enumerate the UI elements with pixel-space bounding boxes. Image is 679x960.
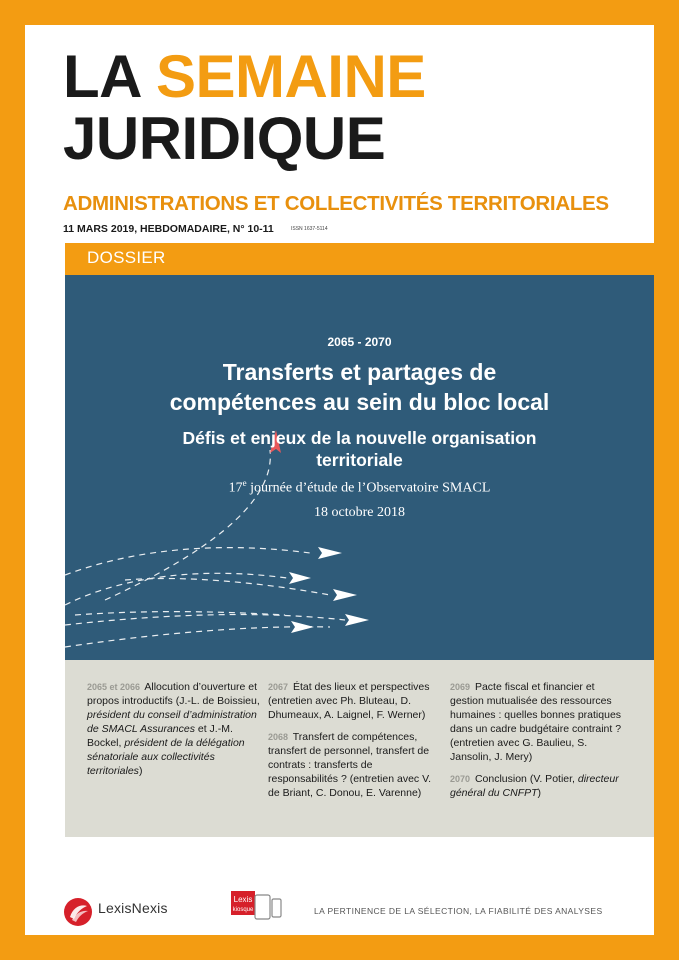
event-text: journée d’étude de l’Observatoire SMACL [246, 480, 491, 496]
section-bar [65, 243, 654, 278]
kiosque-top-text: Lexis [233, 895, 253, 904]
contents-entry[interactable] [450, 772, 630, 800]
flight-path-1 [65, 573, 287, 605]
headline-line-1: Transferts et partages de [222, 359, 497, 385]
event-date: 18 octobre 2018 [314, 505, 405, 520]
entry-number: 2065 et 2066 [87, 682, 141, 692]
entry-text: Transfert de compétences, transfert de personnel, transfert de contrats : transferts de responsabilités ? (entretien avec V. de Briant, C. Donou, E. Varenne) [268, 731, 432, 799]
event-ordinal-sup: e [242, 478, 247, 488]
paper-plane-icon [333, 589, 357, 601]
paper-plane-icon [345, 614, 369, 626]
flight-path-2 [65, 548, 310, 575]
section-label: DOSSIER [87, 248, 166, 267]
contents-panel [65, 660, 654, 837]
contents-column-2 [268, 680, 444, 808]
entry-role: président de la délégation sénatoriale aux collectivités territoriales [87, 737, 245, 777]
subhead-line-2: territoriale [316, 450, 403, 470]
footer [25, 837, 654, 935]
publication-subtitle: ADMINISTRATIONS ET COLLECTIVITÉS TERRITORIALES [63, 192, 609, 215]
issue-line: 11 MARS 2019, HEBDOMADAIRE, N° 10-11 [63, 223, 274, 235]
entry-number: 2067 [268, 682, 289, 692]
slogan: LA PERTINENCE DE LA SÉLECTION, LA FIABILITÉ DES ANALYSES [314, 906, 603, 916]
lexis-kiosque-icon [229, 891, 283, 925]
masthead-line-1 [63, 43, 426, 110]
contents-column-3 [450, 680, 630, 808]
paper-plane-icon [318, 547, 342, 559]
subhead-line-1: Défis et enjeux de la nouvelle organisation [182, 428, 537, 448]
lexisnexis-logo-icon [63, 897, 93, 927]
flight-path-4 [65, 627, 330, 647]
masthead-semaine: SEMAINE [155, 43, 426, 110]
contents-column-1 [87, 680, 262, 786]
event-ordinal: 17 [228, 480, 243, 496]
entry-number: 2070 [450, 774, 471, 784]
entry-text: ) [537, 787, 542, 799]
contents-entry[interactable] [268, 730, 444, 800]
contents-entry[interactable] [268, 680, 444, 722]
entry-text: et J.-M. Bockel, [87, 723, 233, 749]
entry-text: État des lieux et perspectives (entretien avec Ph. Bluteau, D. Dhumeaux, A. Laignel, F. Werner) [268, 681, 430, 721]
event-line [65, 478, 654, 497]
flight-path-up [105, 450, 270, 600]
entry-text: ) [138, 765, 143, 777]
masthead-juridique: JURIDIQUE [63, 105, 386, 172]
entry-number: 2069 [450, 682, 471, 692]
entry-role: président du conseil d’administration de SMACL Assurances [87, 709, 257, 735]
feature-panel [65, 275, 654, 660]
entry-text: Pacte fiscal et financier et gestion mutualisée des ressources humaines : quelles bonnes pratiques dans un cadre budgétaire contraint ? (entretien avec G. Baulieu, S. Jansolin, J. Mery) [450, 681, 622, 763]
contents-entry[interactable] [450, 680, 630, 764]
issn: ISSN 1637-5114 [291, 226, 328, 232]
entry-text: Allocution d’ouverture et propos introductifs (J.-L. de Boissieu, [87, 681, 260, 707]
publisher-name: LexisNexis [98, 900, 168, 916]
kiosque-bottom-text: kiosque [232, 907, 254, 913]
paper-plane-icon [291, 621, 314, 633]
masthead-la: LA [63, 43, 140, 110]
entry-number: 2068 [268, 732, 289, 742]
entry-text: Conclusion (V. Potier, [474, 773, 578, 785]
magazine-cover [25, 25, 654, 935]
headline-line-2: compétences au sein du bloc local [169, 389, 550, 415]
feature-subhead [65, 427, 654, 471]
feature-numbers: 2065 - 2070 [327, 335, 392, 349]
flight-path-5 [65, 615, 345, 625]
feature-headline [65, 357, 654, 417]
entry-role: directeur général du CNFPT [450, 773, 619, 799]
contents-entry[interactable] [87, 680, 262, 778]
paper-plane-icon [289, 572, 311, 584]
